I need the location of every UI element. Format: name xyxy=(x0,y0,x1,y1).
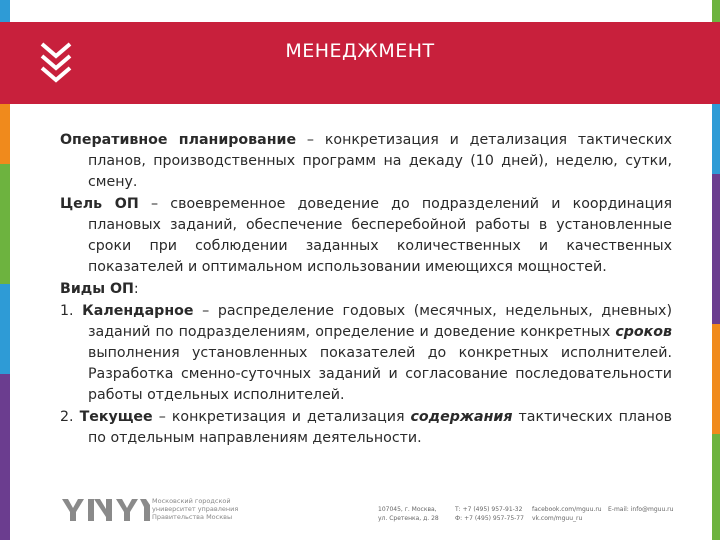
definition-calendar-b: выполнения установленных показателей до конкретных исполнителей. Разработка сменно-суточных заданий и согласование последовательности работы отдельных исполнителей. xyxy=(88,345,672,403)
emphasis-content: содержания xyxy=(410,409,513,425)
facebook-link[interactable]: facebook.com/mguu.ru xyxy=(532,506,602,513)
term-calendar: Календарное xyxy=(82,303,194,319)
term-goal: Цель ОП xyxy=(60,196,139,212)
definition-goal: – своевременное доведение до подразделений и координация плановых заданий, обеспечение бесперебойной работы в установленные сроки при соблюдении заданных количественных и качественных показателей и оптимальном использовании имеющихся мощностей. xyxy=(88,196,672,275)
footer-address: 107045, г. Москва, ул. Сретенка, д. 28 xyxy=(378,506,439,522)
definition-calendar-a: – распределение годовых (месячных, недельных, дневных) заданий по подразделениям, определение и доведение конкретных xyxy=(88,303,672,340)
types-colon: : xyxy=(133,281,139,297)
definition-current-b: тактических планов по отдельным направлениям деятельности. xyxy=(88,409,672,446)
slide-body xyxy=(60,130,672,450)
definition-current-a: – конкретизация и детализация xyxy=(152,409,411,425)
university-name: Московский городской университет управления Правительства Москвы xyxy=(152,497,239,521)
list-item-calendar xyxy=(60,301,672,406)
list-number-2: 2. xyxy=(60,409,80,425)
definition-operational-planning: – конкретизация и детализация тактических планов, производственных программ на декаду (10 дней), неделю, сутки, смену. xyxy=(88,132,672,190)
footer-phones: Т: +7 (495) 957-91-32 Ф: +7 (495) 957-75-77 xyxy=(455,506,524,522)
list-item-current xyxy=(60,407,672,449)
paragraph-types xyxy=(60,279,672,300)
email-link[interactable]: E-mail: info@mguu.ru xyxy=(608,506,674,513)
slide-title: МЕНЕДЖМЕНТ xyxy=(285,40,435,62)
list-number-1: 1. xyxy=(60,303,83,319)
term-types: Виды ОП xyxy=(60,281,134,297)
university-logo xyxy=(62,497,150,523)
term-current: Текущее xyxy=(79,409,153,425)
paragraph-goal xyxy=(60,194,672,278)
term-operational-planning: Оперативное планирование xyxy=(60,132,297,148)
emphasis-deadlines: сроков xyxy=(615,324,672,340)
header-banner xyxy=(0,22,720,104)
paragraph-operational-planning xyxy=(60,130,672,193)
footer-social-links[interactable] xyxy=(532,505,602,523)
footer-email[interactable] xyxy=(608,505,673,514)
vk-link[interactable]: vk.com/mguu_ru xyxy=(532,515,583,522)
